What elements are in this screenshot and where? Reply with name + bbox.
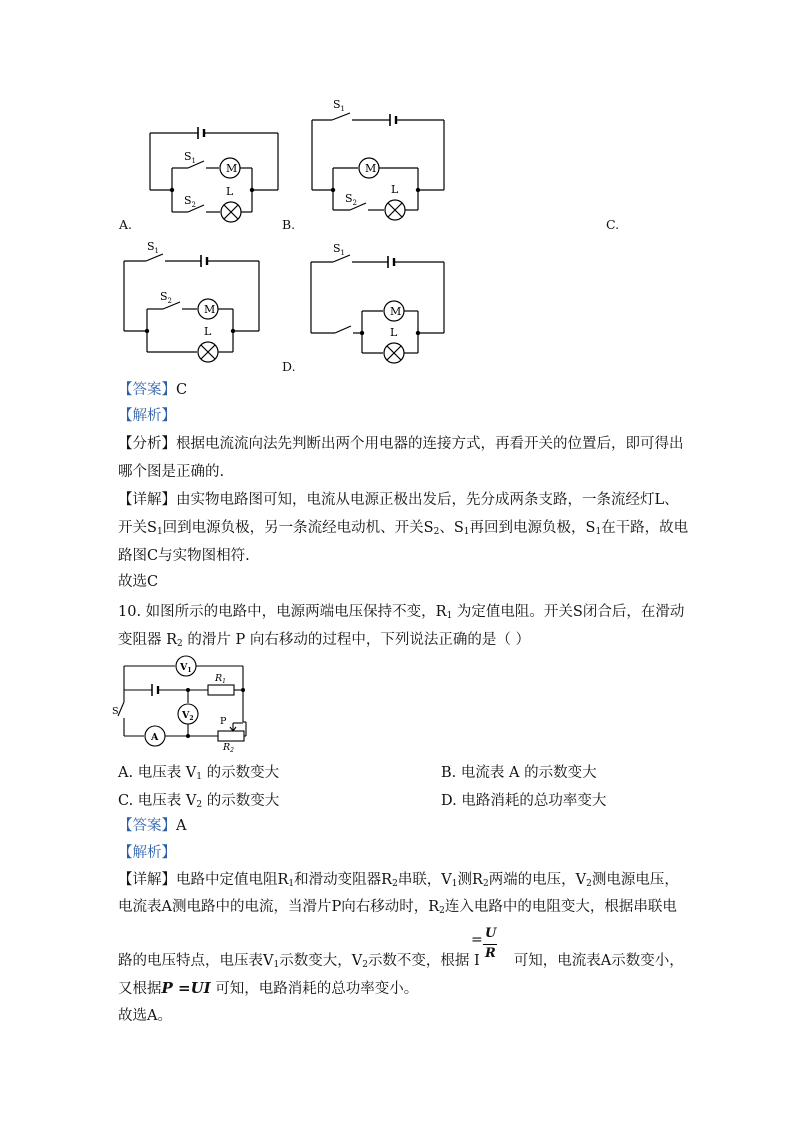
q10-answer — [118, 816, 186, 836]
svg-text:R1: $R_1$ — [215, 673, 226, 685]
detail-text: 由实物电路图可知，电流从电源正极出发后，先分成两条支路，一条流经灯L、 — [176, 492, 679, 508]
svg-text:V2: $V_2$ — [182, 710, 194, 722]
option-d-label: D. — [282, 359, 296, 374]
option-a-label: A. — [119, 217, 133, 232]
answer-tag: 【答案】 — [118, 818, 176, 834]
q9-answer — [118, 380, 187, 400]
answer-value: C — [176, 382, 188, 398]
formula-equals: = — [471, 932, 483, 948]
svg-text:S1: $S_1$ — [184, 150, 197, 165]
svg-text:L: L — [390, 326, 398, 339]
q10-choice-b[interactable]: B. 电流表 A 的示数变大 — [441, 765, 597, 781]
q9-fenxi-line1 — [118, 434, 684, 454]
svg-text:S: S — [112, 706, 119, 717]
formula-numerator: U — [485, 926, 497, 941]
svg-text:V1: $V_1$ — [180, 662, 192, 674]
svg-text:L: L — [391, 183, 399, 196]
svg-text:S2: $S_2$ — [184, 194, 197, 209]
svg-text:M: M — [226, 162, 238, 175]
q9-detail-line3: 路图C与实物图相符. — [118, 548, 250, 564]
svg-text:S1: $S_1$ — [333, 98, 346, 113]
q10-circuit — [112, 650, 252, 755]
q10-detail-line4: 又根据P =UI 可知，电路消耗的总功率变小。 — [118, 979, 419, 997]
formula-p-ui: P =UI — [161, 979, 211, 997]
circuit-d — [311, 255, 444, 363]
answer-tag: 【答案】 — [118, 382, 176, 398]
q10-detail-line2: 电流表A测电路中的电流，当滑片P向右移动时，$R_2$连入电路中的电阻变大，根据串联电 — [118, 899, 677, 916]
q10-detail-line3: 路的电压特点，电压表$V_1$示数变大，$V_2$示数不变，根据 I 可知，电流表A示数变小， — [118, 953, 684, 970]
q10-conclusion: 故选A。 — [118, 1008, 172, 1024]
q10-stem-line1: 10. 如图所示的电路中，电源两端电压保持不变，$R_1$ 为定值电阻。开关S闭合后，在滑动 — [118, 604, 685, 621]
detail-tag: 【详解】 — [118, 872, 176, 888]
svg-text:A: A — [151, 732, 159, 743]
q9-conclusion: 故选C — [118, 574, 159, 590]
svg-text:S2: $S_2$ — [345, 192, 358, 207]
detail-tag: 【详解】 — [118, 492, 176, 508]
q9-fenxi-line2: 哪个图是正确的. — [118, 464, 225, 480]
svg-text:S1: $S_1$ — [333, 242, 346, 257]
circuit-a — [150, 127, 278, 222]
q10-choice-d[interactable]: D. 电路消耗的总功率变大 — [441, 793, 607, 809]
svg-text:M: M — [390, 305, 402, 318]
q9-analysis-heading — [118, 406, 176, 426]
svg-text:R2: $R_2$ — [223, 742, 234, 754]
fenxi-tag: 【分析】 — [118, 436, 176, 452]
circuit-b — [312, 113, 444, 220]
svg-text:M: M — [365, 162, 377, 175]
fenxi-text: 根据电流流向法先判断出两个用电器的连接方式，再看开关的位置后，即可得出 — [176, 436, 684, 452]
svg-text:S2: $S_2$ — [160, 290, 173, 305]
analysis-tag: 【解析】 — [118, 845, 176, 861]
formula-denominator: R — [485, 946, 496, 961]
option-b-label: B. — [282, 217, 296, 232]
circuit-c — [124, 254, 259, 362]
svg-text:M: M — [204, 303, 216, 316]
svg-text:S1: $S_1$ — [147, 240, 160, 255]
circuit-diagrams — [0, 0, 794, 380]
option-c-label: C. — [606, 217, 620, 232]
formula-bar — [483, 944, 497, 945]
q9-detail-line2: 开关$S_1$回到电源负极，另一条流经电动机、开关$S_2$、$S_1$再回到电源负极，$S_1$在干路，故电 — [118, 520, 689, 537]
svg-text:L: L — [226, 185, 234, 198]
q10-analysis-heading — [118, 843, 176, 863]
svg-text:L: L — [204, 325, 212, 338]
q10-choice-c[interactable]: C. 电压表 $V_2$ 的示数变大 — [118, 793, 280, 810]
answer-value: A — [176, 818, 187, 834]
q10-stem-line2: 变阻器 $R_2$ 的滑片 P 向右移动的过程中，下列说法正确的是（ ） — [118, 632, 530, 649]
analysis-tag: 【解析】 — [118, 408, 176, 424]
q10-choice-a[interactable]: A. 电压表 $V_1$ 的示数变大 — [118, 765, 280, 782]
q10-detail-line1: 【详解】电路中定值电阻$R_1$和滑动变阻器$R_2$串联，$V_1$测$R_2$两端的电压，$V_2$测电源电压， — [118, 872, 679, 889]
svg-text:P: P — [220, 716, 227, 727]
q9-detail-line1 — [118, 490, 679, 510]
